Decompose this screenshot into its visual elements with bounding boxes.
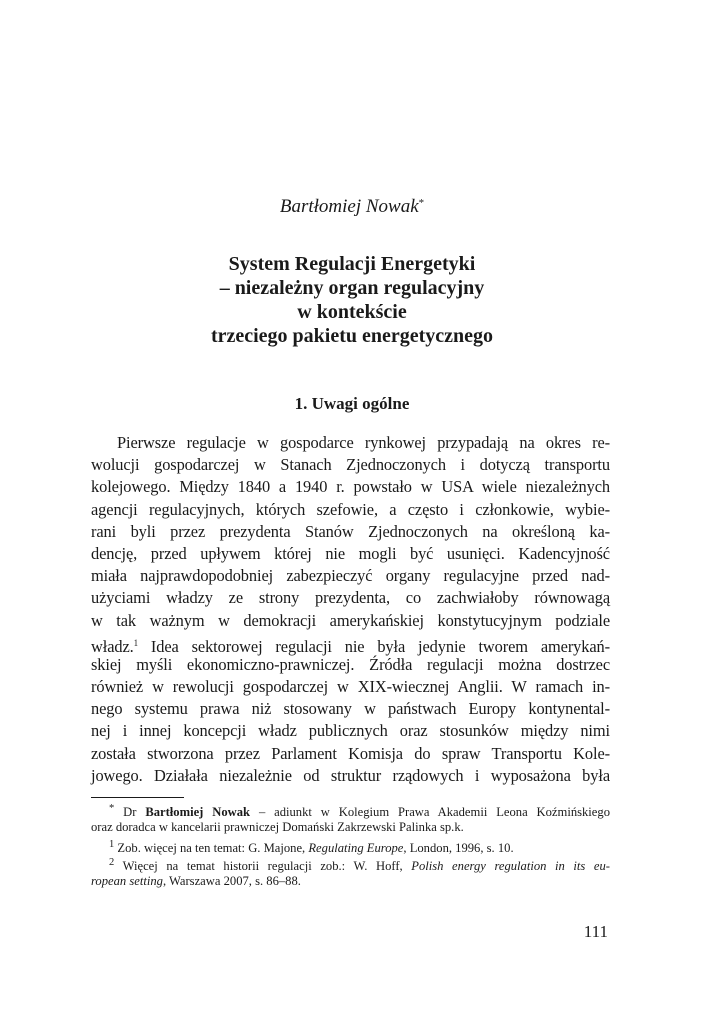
footnote-author-line2: oraz doradca w kancelarii prawniczej Domański Zakrzewski Palinka sp.k. xyxy=(91,820,464,834)
body-line: nego systemu prawa niż stosowany w państwach Europy kontynental- xyxy=(91,699,610,719)
body-line: została stworzona przez Parlament Komisja do spraw Transportu Kole- xyxy=(91,743,610,763)
footnote-author-name: Bartłomiej Nowak xyxy=(145,805,251,820)
footnote-1 xyxy=(91,836,610,854)
footnote-cited-title: ropean setting xyxy=(91,874,163,888)
footnote-number: 1 xyxy=(109,839,115,850)
article-title xyxy=(0,252,704,348)
footnote-prefix: Dr xyxy=(123,805,137,820)
body-line: skiej myśli ekonomiczno-prawniczej. Źródła regulacji można dostrzec xyxy=(91,654,610,674)
body-line: dencję, przed upływem której nie mogli być usunięci. Kadencyjność xyxy=(91,543,610,563)
body-line: jowego. Działała niezależnie od struktur rządowych i wyposażona była xyxy=(91,765,610,785)
body-paragraph xyxy=(91,432,610,787)
body-line-with-ref xyxy=(91,632,610,654)
footnote-text: Więcej na temat historii regulacji zob.: W. Hoff, xyxy=(122,859,403,874)
author-name xyxy=(0,196,704,218)
body-line: wolucji gospodarczej w Stanach Zjednoczonych i dotyczą transportu xyxy=(91,455,610,475)
author-name-text: Bartłomiej Nowak xyxy=(279,196,419,217)
footnote-text: Zob. więcej na ten temat: G. Majone, xyxy=(117,841,306,856)
footnote-author-rest: – adiunkt w Kolegium Prawa Akademii Leona Koźmińskiego xyxy=(258,805,610,820)
body-line: nej i innej koncepcji władz publicznych oraz stosunków między nimi xyxy=(91,721,610,741)
footnote-2-line2 xyxy=(91,872,610,890)
footnotes xyxy=(91,800,610,890)
footnote-separator xyxy=(91,797,184,798)
section-heading: 1. Uwagi ogólne xyxy=(294,394,410,413)
body-line: rani byli przez prezydenta Stanów Zjednoczonych na określoną ka- xyxy=(91,521,610,541)
body-line: kolejowego. Między 1840 a 1940 r. powstało w USA wiele niezależnych xyxy=(91,477,610,497)
body-line-part: Idea sektorowej regulacji nie była jedynie tworem amerykań- xyxy=(138,636,610,656)
footnote-number: 2 xyxy=(109,857,115,868)
footnote-text: , Warszawa 2007, s. 86–88. xyxy=(162,874,301,888)
page-number: 111 xyxy=(583,922,608,941)
footnote-cited-title: Regulating Europe xyxy=(308,841,404,856)
footnote-text: , London, 1996, s. 10. xyxy=(403,841,514,856)
body-line: agencji regulacyjnych, których szefowie, a często i członkowie, wybie- xyxy=(91,499,610,519)
body-line: użyciami władzy ze strony prezydenta, co zachwiałoby równowagą xyxy=(91,588,610,608)
footnote-2 xyxy=(91,854,610,872)
body-line-part: władz. xyxy=(91,636,134,656)
footnote-ref-1: 1 xyxy=(133,637,139,648)
author-footnote-mark: * xyxy=(418,197,425,209)
footnote-cited-title: Polish energy regulation in its eu- xyxy=(411,859,610,874)
title-line: trzeciego pakietu energetycznego xyxy=(210,325,494,347)
footnote-author xyxy=(91,800,610,818)
title-line: w kontekście xyxy=(297,301,407,323)
title-line: – niezależny organ regulacyjny xyxy=(219,277,485,299)
body-line: Pierwsze regulacje w gospodarce rynkowej przypadają na okres re- xyxy=(117,433,610,452)
body-line: również w rewolucji gospodarczej w XIX-wiecznej Anglii. W ramach in- xyxy=(91,677,610,697)
body-line: miała najprawdopodobniej zabezpieczyć organy regulacyjne przed nad- xyxy=(91,566,610,586)
body-line: w tak ważnym w demokracji amerykańskiej konstytucyjnym podziale xyxy=(91,610,610,630)
footnote-mark: * xyxy=(109,803,115,814)
title-line: System Regulacji Energetyki xyxy=(228,253,476,275)
